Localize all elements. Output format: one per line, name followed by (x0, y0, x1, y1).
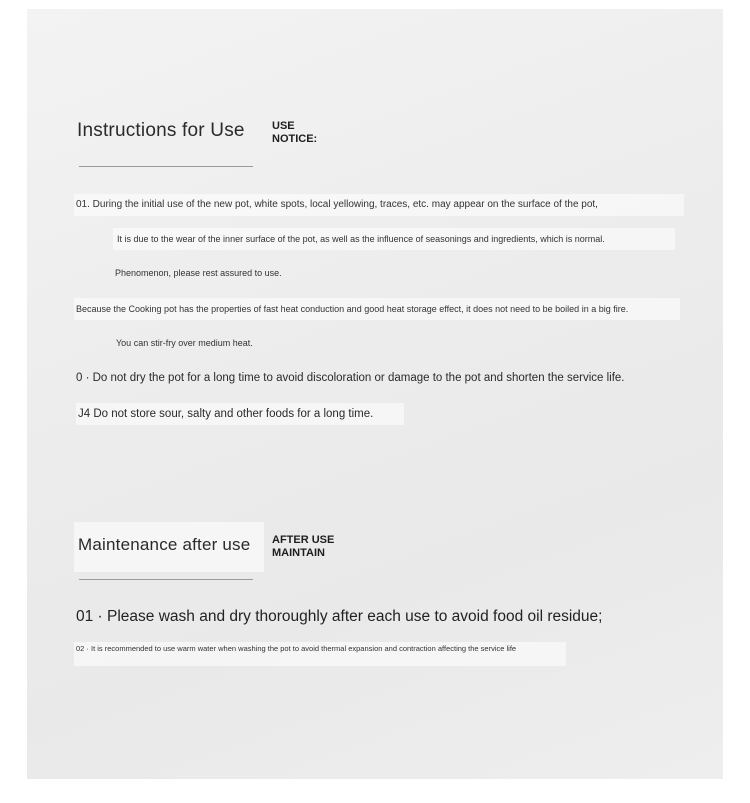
maintenance-tag-line1: AFTER USE (272, 534, 335, 546)
instruction-item-6: 0 · Do not dry the pot for a long time to avoid discoloration or damage to the pot and shorten the service life. (76, 372, 625, 384)
instruction-item-1: 01. During the initial use of the new pot, white spots, local yellowing, traces, etc. may appear on the surface of the pot, (74, 194, 684, 216)
instruction-item-3: Phenomenon, please rest assured to use. (115, 268, 282, 278)
instructions-tag (272, 120, 362, 146)
instruction-item-4: Because the Cooking pot has the properties of fast heat conduction and good heat storage effect, it does not need to be boiled in a big fire. (74, 298, 680, 320)
maintenance-title: Maintenance after use (78, 535, 251, 554)
maintenance-item-1: 01 · Please wash and dry thoroughly after each use to avoid food oil residue; (76, 608, 603, 625)
maintenance-divider (79, 579, 253, 580)
maintenance-item-2: 02 · It is recommended to use warm water when washing the pot to avoid thermal expansion and contraction affecting the service life (74, 642, 566, 666)
instructions-divider (79, 166, 253, 167)
instructions-tag-line1: USE (272, 120, 295, 132)
instruction-item-7: J4 Do not store sour, salty and other foods for a long time. (76, 403, 404, 425)
instruction-item-5: You can stir-fry over medium heat. (116, 338, 253, 348)
instructions-title: Instructions for Use (77, 120, 245, 141)
instruction-item-2: It is due to the wear of the inner surface of the pot, as well as the influence of seasonings and ingredients, which is normal. (113, 228, 675, 250)
maintenance-tag (272, 534, 362, 560)
instructions-tag-line2: NOTICE: (272, 133, 318, 145)
maintenance-tag-line2: MAINTAIN (272, 547, 325, 559)
